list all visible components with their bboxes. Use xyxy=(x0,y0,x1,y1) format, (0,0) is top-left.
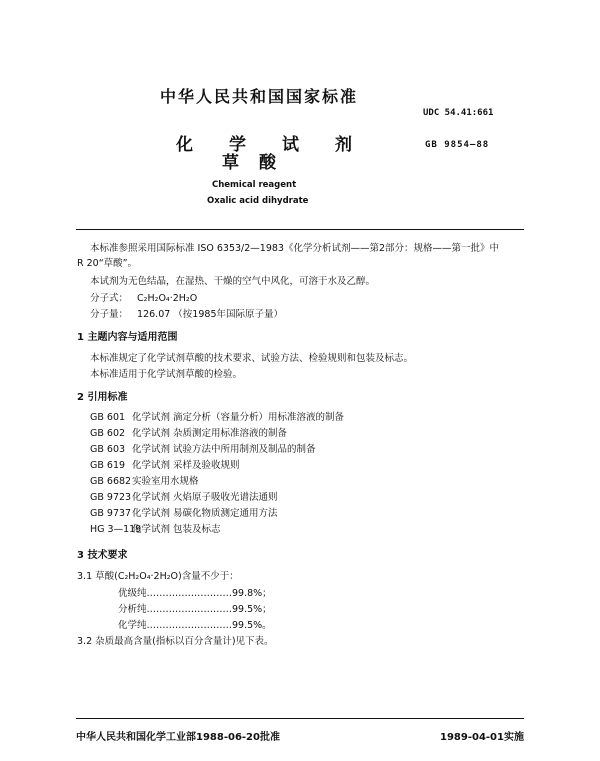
section-3-title: 3 技术要求 xyxy=(77,550,128,561)
issuing-body: 中华人民共和国国家标准 xyxy=(160,87,359,106)
section-1-paragraph-1: 本标准规定了化学试剂草酸的技术要求、试验方法、检验规则和包装及标志。 xyxy=(90,353,414,364)
english-title-2: Oxalic acid dihydrate xyxy=(207,196,309,206)
mass-label: 分子量： xyxy=(90,309,129,320)
reference-item: GB 9723化学试剂 火焰原子吸收光谱法通则 xyxy=(90,492,278,503)
molecular-mass-line xyxy=(90,306,283,320)
section-2-title: 2 引用标准 xyxy=(77,392,128,403)
formula-line xyxy=(90,290,197,304)
reference-item: GB 603 化学试剂 试验方法中所用制剂及制品的制备 xyxy=(90,444,316,455)
reference-item: HG 3—119化学试剂 包装及标志 xyxy=(90,524,221,535)
reference-item: GB 601 化学试剂 滴定分析（容量分析）用标准溶液的制备 xyxy=(90,412,345,423)
reference-item: GB 619 化学试剂 采样及验收规则 xyxy=(90,460,240,471)
implementation-date: 1989-04-01实施 xyxy=(440,732,524,743)
reference-item: GB 9737化学试剂 易碳化物质测定通用方法 xyxy=(90,508,278,519)
clause-3-2: 3.2 杂质最高含量(指标以百分含量计)见下表。 xyxy=(77,636,274,647)
mass-value: 126.07 （按1985年国际原子量） xyxy=(137,309,283,320)
bottom-rule xyxy=(76,718,524,719)
top-rule xyxy=(76,229,524,230)
formula-value: C₂H₂O₄·2H₂O xyxy=(137,293,198,304)
reference-item: GB 6682实验室用水规格 xyxy=(90,476,199,487)
grade-line: 优级纯………………………99.8%； xyxy=(118,588,272,599)
gb-number: GB 9854—88 xyxy=(425,140,490,150)
english-title-1: Chemical reagent xyxy=(212,180,297,190)
grade-line: 化学纯………………………99.5%。 xyxy=(118,620,272,631)
formula-label: 分子式： xyxy=(90,293,129,304)
reference-item: GB 602 化学试剂 杂质测定用标准溶液的制备 xyxy=(90,428,288,439)
grade-line: 分析纯………………………99.5%； xyxy=(118,604,272,615)
title-line-1: 化学试剂 xyxy=(176,135,388,155)
clause-3-1: 3.1 草酸(C₂H₂O₄·2H₂O)含量不少于： xyxy=(77,571,239,582)
intro-paragraph-1b: R 20“草酸”。 xyxy=(77,258,138,269)
intro-paragraph-2: 本试剂为无色结晶，在湿热、干燥的空气中风化，可溶于水及乙醇。 xyxy=(90,276,376,287)
section-1-paragraph-2: 本标准适用于化学试剂草酸的检验。 xyxy=(90,369,243,380)
udc-code: UDC 54.41:661 xyxy=(423,108,494,118)
intro-paragraph-1a: 本标准参照采用国际标准 ISO 6353/2—1983《化学分析试剂——第2部分：规格——第一批》中 xyxy=(90,243,499,254)
approval-info: 中华人民共和国化学工业部1988-06-20批准 xyxy=(76,732,280,743)
section-1-title: 1 主题内容与适用范围 xyxy=(77,332,178,343)
title-line-2: 草酸 xyxy=(222,153,296,173)
